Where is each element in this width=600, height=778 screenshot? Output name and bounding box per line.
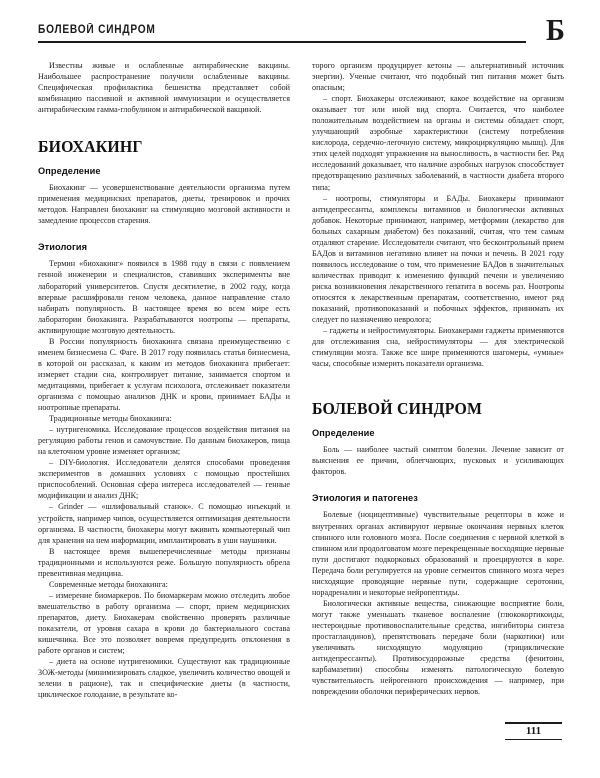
paragraph-traditional-lead: Традиционные методы биохакинга: xyxy=(49,414,172,424)
paragraph-modern-intro: В настоящее время вышеперечисленные методы признаны традиционными и используются реже. Большую популярность обрела превентивная медицина. xyxy=(38,546,290,578)
heading-definition: Определение xyxy=(38,166,101,177)
list-item-nutrigenomic-diet: – диета на основе нутригеномики. Существуют как традиционные ЗОЖ-методы (минимизировать сладкое, увеличить количество овощей и зелени в рационе), так и специфические диеты (в частности, циклическое голодание, в результате ко- xyxy=(38,657,290,700)
column-left xyxy=(38,60,290,720)
running-head-title: БОЛЕВОЙ СИНДРОМ xyxy=(38,24,156,36)
list-item-grinder: – Grinder — «шлифовальный станок». С помощью инъекций и устройств, например чипов, осуществляется оптимизация деятельности организма. В частности, биохакеры могут вживить компьютерный чип для хранения на нем информации, имплантировать в уши наушники. xyxy=(38,502,290,545)
list-item-diy-biology: – DIY-биология. Исследователи делятся способами проведения экспериментов в домашних условиях с помощью простейших приспособлений. Основная сфера интереса исследователей — генные модификации и анализ ДНК; xyxy=(38,458,290,501)
paragraph-diet-continuation: торого организм продуцирует кетоны — альтернативный источник энергии). Ученые считают, что подобный тип питания может быть опасным; xyxy=(312,61,564,93)
heading-etiology-pathogenesis: Этиология и патогенез xyxy=(312,493,418,504)
paragraph-modern-lead: Современные методы биохакинга: xyxy=(49,579,168,589)
paragraph-pain-definition: Боль — наиболее частый симптом болезни. Лечение зависит от выяснения ее причин, облегчающих, пусковых и усиливающих факторов. xyxy=(312,445,564,477)
paragraph-etiology-2: В России популярность биохакинга связана преимущественно с именем бизнесмена С. Фаге. В 2017 году появилась статья бизнесмена, в которой он рассказал, к каким из методов биохакинга прибегает: измеряет стадии сна, контролирует питание, занимается спортом и медитациями, прибегает к услугам психолога, отслеживает показатели организма с помощью анализов ДНК и крови, принимает БАДы и ноотропные препараты. xyxy=(38,336,290,413)
list-item-biomarkers: – измерение биомаркеров. По биомаркерам можно отследить любое вмешательство в работу организма — спорт, прием медицинских препаратов, диету. Биохакерам свойственно проверять различные показатели, от уровня сахара в крови до бактериального состава кишечника. Все это позволяет вовремя предупредить отклонения в работе органов и систем; xyxy=(38,590,290,656)
folio-rule-bottom xyxy=(505,739,562,741)
spacer xyxy=(312,418,564,427)
list-item-sport: – спорт. Биохакеры отслеживают, какое воздействие на организм оказывает тот или иной вид спорта. Считается, что наиболее положительным воздействием на органы и системы обладает спорт, улучшающий аэробные характеристики (систему потребления кислорода, сердечно-легочную систему, микроциркуляцию мышц). Для этих целей подходят упражнения на выносливость, в частности бег. Ряд исследований доказывает, что наличие аэробных нагрузок способствует предотвращению различных заболеваний, в частности диабета второго типа; xyxy=(312,94,564,192)
article-title-pain-syndrome: БОЛЕВОЙ СИНДРОМ xyxy=(312,399,483,419)
folio xyxy=(505,722,562,740)
spacer xyxy=(312,477,564,492)
heading-definition-pain: Определение xyxy=(312,428,375,439)
paragraph-biohacking-definition: Биохакинг — усовершенствование деятельности организма путем применения медицинских препаратов, диеты, тренировок и прочих методов. Направлен биохакинг на стимуляцию мозговой активности и замедление процессов старения. xyxy=(38,183,290,226)
list-item-nutrigenomics: – нутригеномика. Исследование процессов воздействия питания на регуляцию работы генов и самочувствие. По данным биохакеров, пища на клеточном уровне изменяет организм; xyxy=(38,425,290,457)
spacer xyxy=(38,226,290,241)
spacer xyxy=(312,369,564,399)
running-head-rule xyxy=(38,41,526,43)
paragraph-rabies-intro: Известны живые и ослабленные антирабические вакцины. Наибольшее распространение получили ослабленные вакцины. Специфическая профилактика бешенства представляет собой комбинацию пассивной и активной иммунизации и осуществляется антирабическим гамма-глобулином и антирабической вакциной. xyxy=(38,61,290,115)
paragraph-pain-etiology-2: Биологически активные вещества, снижающие восприятие боли, могут также уменьшать тканевое воспаление (глюкокортикоиды, нестероидные противовоспалительные средства, ингибиторы синтеза простагландинов), препятствовать передаче боли (наркотики) или увеличивать нисходящую модуляцию (трициклические антидепрессанты). Противосудорожные средства (фенитоин, карбамазепин) способны изменять патологическую болевую чувствительность нейрогенного происхождения — например, при повреждении оболочки периферических нервов. xyxy=(312,598,564,697)
article-title-biohacking: БИОХАКИНГ xyxy=(38,137,143,157)
spacer xyxy=(38,115,290,137)
list-item-gadgets: – гаджеты и нейростимуляторы. Биохакерами гаджеты применяются для отслеживания сна, нейростимуляторы — для электрической стимуляции мозга. Также все шире применяются шагомеры, «умные» часы, способные измерить показатели организма. xyxy=(312,326,564,369)
column-right xyxy=(312,60,564,720)
list-item-nootropics: – ноотропы, стимуляторы и БАДы. Биохакеры принимают антидепрессанты, комплексы витаминов и биологически активных добавок. Некоторые принимают, например, метформин (лекарство для больных сахарным диабетом) без показаний, считая, что тем самым отдаляют старение. Исследователи считают, что бесконтрольный прием БАДов и витаминов негативно влияет на почки и печень. В 2021 году появилось исследование о том, что применение БАДов в значительных количествах приводит к изменению функций печени и увеличению риска возникновения лекарственного гепатита в восемь раз. Ноотропы относятся к лекарственным препаратам, соответственно, имеют ряд показаний, противопоказаний и побочных эффектов, принимать их следует по назначению невролога; xyxy=(312,193,564,325)
thumb-index-letter: Б xyxy=(546,12,565,47)
running-head xyxy=(38,12,565,58)
heading-etiology: Этиология xyxy=(38,242,88,253)
spacer xyxy=(38,156,290,165)
paragraph-pain-etiology-1: Болевые (ноцицептивные) чувствительные рецепторы в коже и внутренних органах активируют нервные окончания нервных клеток спинного или головного мозга. После соединения с нервной клеткой в спинном или продолговатом мозге перекрещенные восходящие нервные пути достигают подкорковых образований и проецируются в коре. Передача боли регулируется на уровне сегментов спинного мозга через нисходящие проводящие нервные пути, содержащие серотонин, норадреналин и некоторые нейропептиды. xyxy=(312,510,564,597)
paragraph-etiology-1: Термин «биохакинг» появился в 1988 году в связи с появлением генной инженерии и специалистов, ставивших эксперименты вне лабораторий университетов. Спустя десятилетие, в 2002 году, когда впервые расшифровали геном человека, данное направление стало набирать популярность. В настоящее время во всем мире есть лаборатории биохакинга. Разрабатываются ноотропы — препараты, активирующие мозговую деятельность. xyxy=(38,259,290,335)
page-number: 111 xyxy=(525,724,542,737)
body-columns xyxy=(38,60,564,720)
